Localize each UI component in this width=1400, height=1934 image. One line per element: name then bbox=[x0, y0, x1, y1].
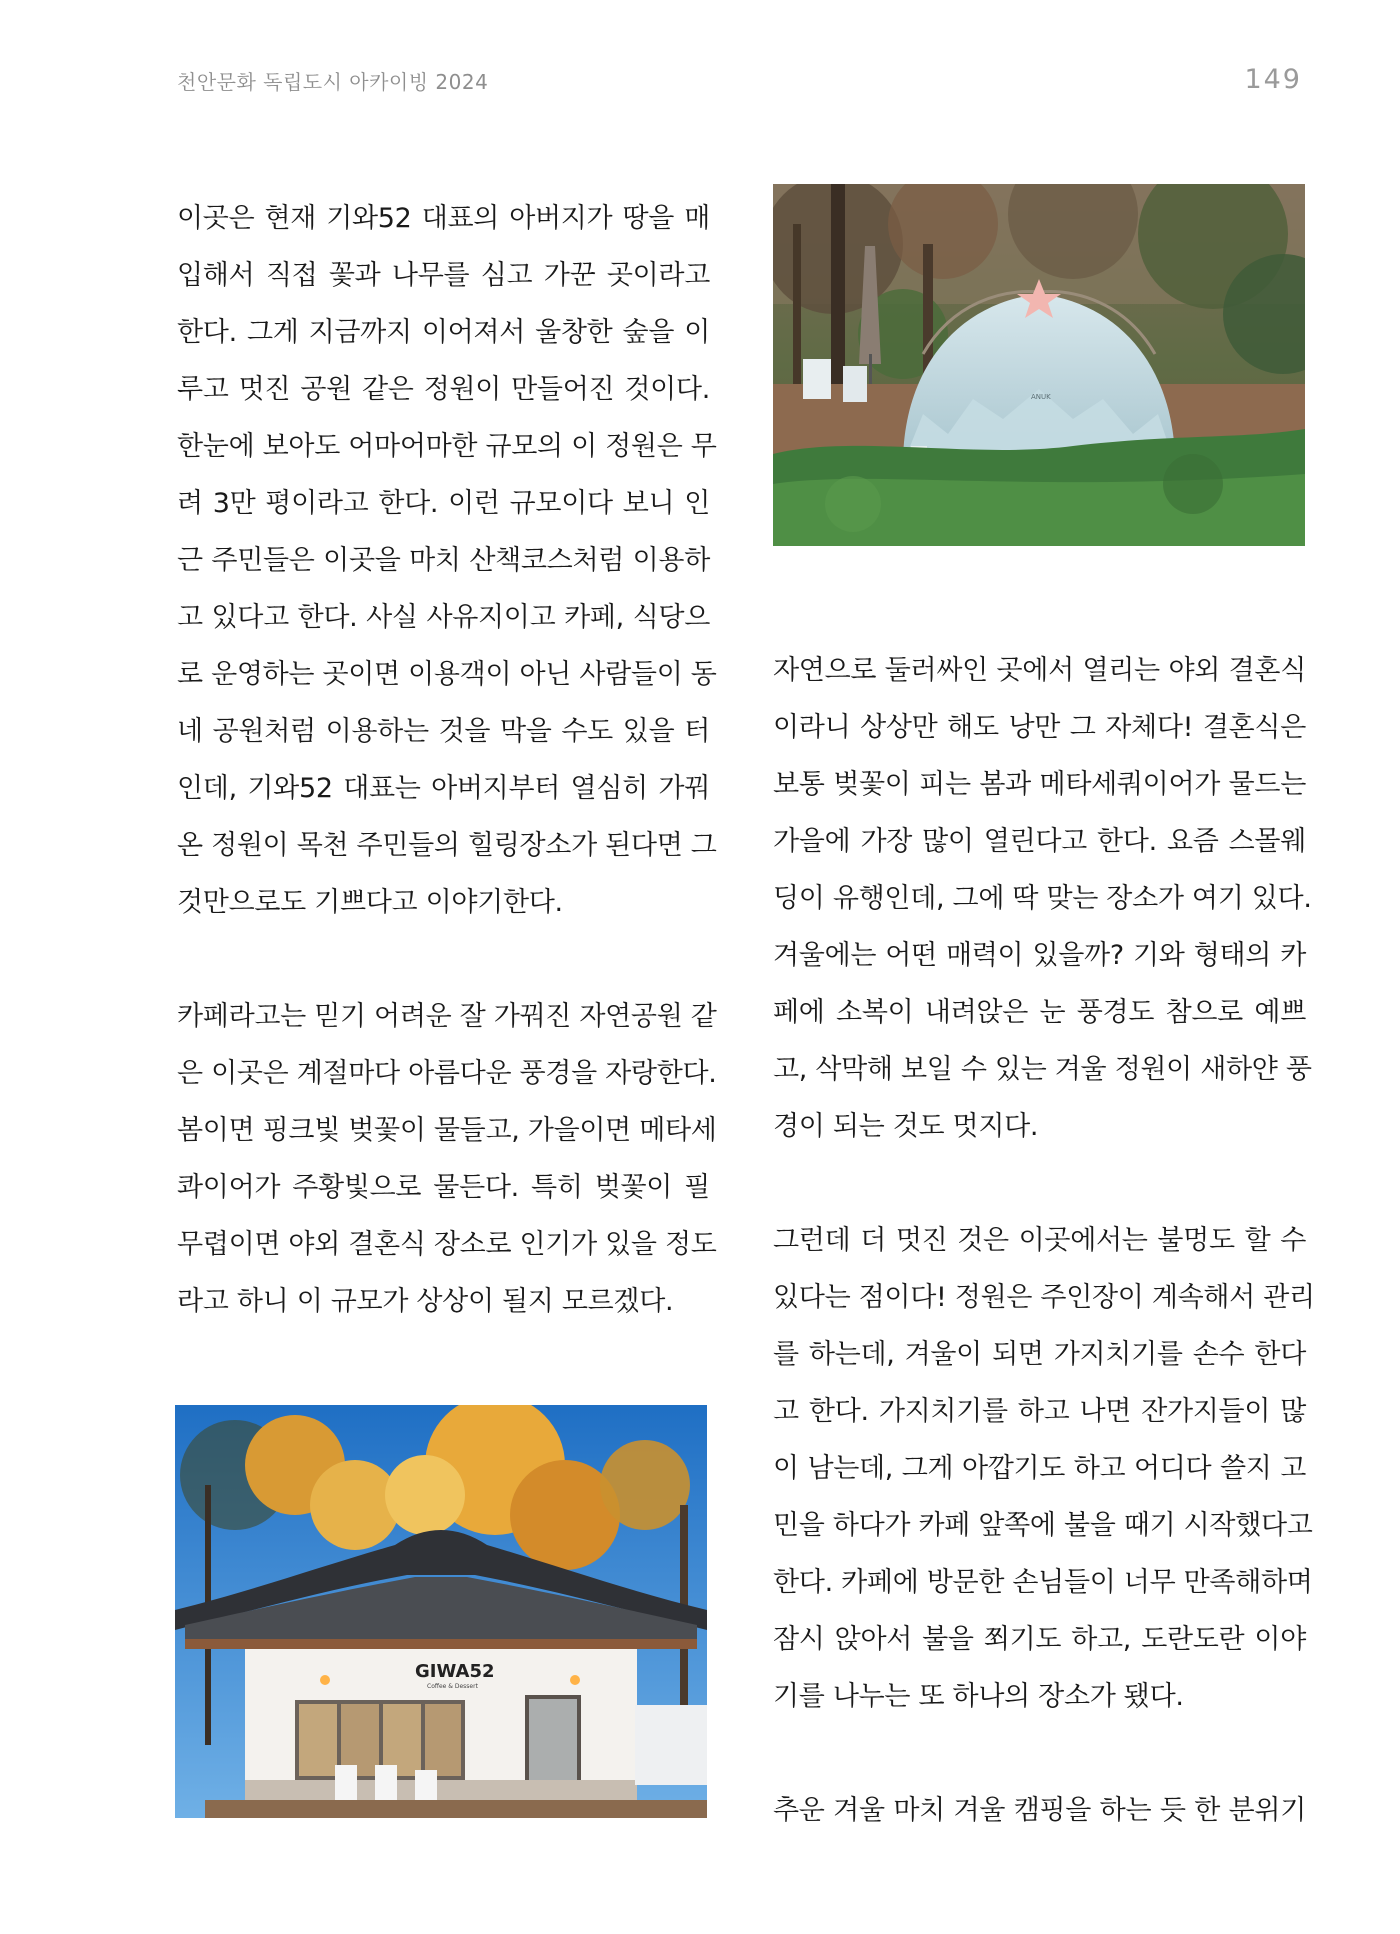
text-line: 무렵이면 야외 결혼식 장소로 인기가 있을 정도 bbox=[177, 1229, 717, 1260]
left-column bbox=[177, 190, 717, 1330]
cafe-sign-sub: Coffee & Dessert bbox=[427, 1683, 478, 1690]
text-line: 경이 되는 것도 멋지다. bbox=[773, 1111, 1039, 1142]
text-line: 입해서 직접 꽃과 나무를 심고 가꾼 곳이라고 bbox=[177, 260, 710, 291]
text-line: 자연으로 둘러싸인 곳에서 열리는 야외 결혼식 bbox=[773, 655, 1306, 686]
text-line: 기를 나누는 또 하나의 장소가 됐다. bbox=[773, 1681, 1184, 1712]
text-line: 봄이면 핑크빛 벚꽃이 물들고, 가을이면 메타세 bbox=[177, 1115, 717, 1146]
text-line: 추운 겨울 마치 겨울 캠핑을 하는 듯 한 분위기 bbox=[773, 1795, 1306, 1826]
text-line: 은 이곳은 계절마다 아름다운 풍경을 자랑한다. bbox=[177, 1058, 717, 1089]
text-line: 있다는 점이다! 정원은 주인장이 계속해서 관리 bbox=[773, 1282, 1315, 1313]
cafe-hanok-photo bbox=[175, 1405, 707, 1818]
text-line: 보통 벚꽃이 피는 봄과 메타세쿼이어가 물드는 bbox=[773, 769, 1306, 800]
text-line: 루고 멋진 공원 같은 정원이 만들어진 것이다. bbox=[177, 374, 710, 405]
right-paragraph-1 bbox=[773, 642, 1312, 1155]
text-line: 라고 하니 이 규모가 상상이 될지 모르겠다. bbox=[177, 1286, 674, 1317]
cafe-sign: GIWA52 bbox=[415, 1661, 495, 1682]
left-paragraph-2 bbox=[177, 988, 717, 1330]
text-line: 를 하는데, 겨울이 되면 가지치기를 손수 한다 bbox=[773, 1339, 1306, 1370]
text-line: 근 주민들은 이곳을 마치 산책코스처럼 이용하 bbox=[177, 545, 710, 576]
tent-brand-label: ANUK bbox=[1031, 393, 1051, 401]
garden-tent-photo bbox=[773, 184, 1305, 546]
text-line: 고, 삭막해 보일 수 있는 겨울 정원이 새하얀 풍 bbox=[773, 1054, 1312, 1085]
text-line: 한다. 카페에 방문한 손님들이 너무 만족해하며 bbox=[773, 1567, 1313, 1598]
text-line: 한눈에 보아도 어마어마한 규모의 이 정원은 무 bbox=[177, 431, 717, 462]
text-line: 것만으로도 기쁘다고 이야기한다. bbox=[177, 887, 563, 918]
text-line: 한다. 그게 지금까지 이어져서 울창한 숲을 이 bbox=[177, 317, 710, 348]
text-line: 페에 소복이 내려앉은 눈 풍경도 참으로 예쁘 bbox=[773, 997, 1306, 1028]
text-line: 고 있다고 한다. 사실 사유지이고 카페, 식당으 bbox=[177, 602, 710, 633]
text-line: 온 정원이 목천 주민들의 힐링장소가 된다면 그 bbox=[177, 830, 717, 861]
text-line: 잠시 앉아서 불을 쬐기도 하고, 도란도란 이야 bbox=[773, 1624, 1306, 1655]
text-line: 그런데 더 멋진 것은 이곳에서는 불멍도 할 수 bbox=[773, 1225, 1306, 1256]
text-line: 콰이어가 주황빛으로 물든다. 특히 벚꽃이 필 bbox=[177, 1172, 710, 1203]
text-line: 겨울에는 어떤 매력이 있을까? 기와 형태의 카 bbox=[773, 940, 1306, 971]
text-line: 인데, 기와52 대표는 아버지부터 열심히 가꿔 bbox=[177, 773, 710, 804]
text-line: 려 3만 평이라고 한다. 이런 규모이다 보니 인 bbox=[177, 488, 710, 519]
text-line: 이라니 상상만 해도 낭만 그 자체다! 결혼식은 bbox=[773, 712, 1306, 743]
text-line: 딩이 유행인데, 그에 딱 맞는 장소가 여기 있다. bbox=[773, 883, 1312, 914]
text-line: 네 공원처럼 이용하는 것을 막을 수도 있을 터 bbox=[177, 716, 710, 747]
text-line: 가을에 가장 많이 열린다고 한다. 요즘 스몰웨 bbox=[773, 826, 1306, 857]
text-line: 로 운영하는 곳이면 이용객이 아닌 사람들이 동 bbox=[177, 659, 717, 690]
text-line: 카페라고는 믿기 어려운 잘 가꿔진 자연공원 같 bbox=[177, 1001, 717, 1032]
right-paragraph-2 bbox=[773, 1212, 1315, 1725]
text-line: 이곳은 현재 기와52 대표의 아버지가 땅을 매 bbox=[177, 203, 710, 234]
right-column bbox=[773, 642, 1315, 1839]
text-line: 이 남는데, 그게 아깝기도 하고 어디다 쓸지 고 bbox=[773, 1453, 1306, 1484]
left-paragraph-1 bbox=[177, 190, 717, 931]
text-line: 민을 하다가 카페 앞쪽에 불을 때기 시작했다고 bbox=[773, 1510, 1313, 1541]
running-title: 천안문화 독립도시 아카이빙 2024 bbox=[177, 70, 489, 94]
page-number: 149 bbox=[1244, 64, 1302, 95]
text-line: 고 한다. 가지치기를 하고 나면 잔가지들이 많 bbox=[773, 1396, 1306, 1427]
right-paragraph-3 bbox=[773, 1782, 1306, 1839]
